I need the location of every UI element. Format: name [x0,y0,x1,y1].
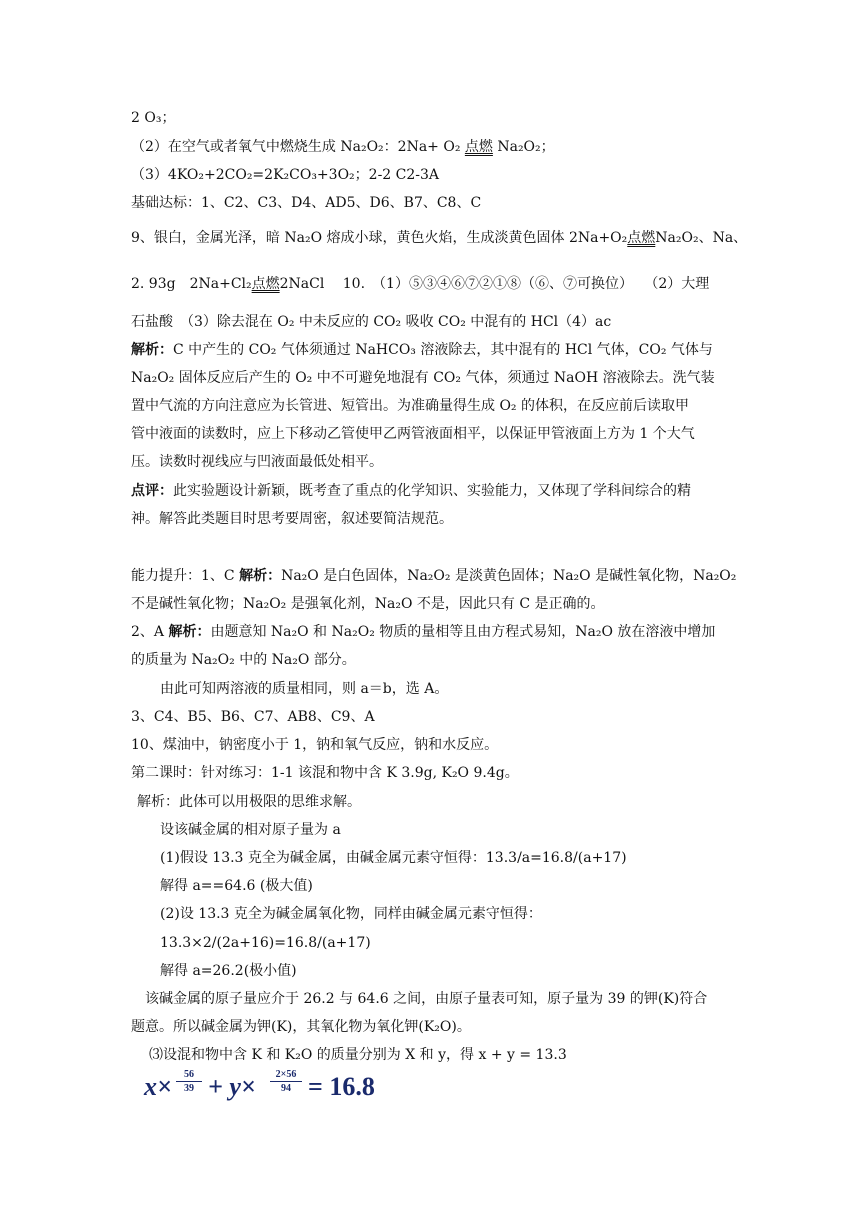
ability-line: 的质量为 Na₂O₂ 中的 Na₂O 部分。 [131,652,356,668]
lesson-line: (2)设 13.3 克全为碱金属氧化物，同样由碱金属元素守恒得： [160,906,542,922]
ability-line: 10、煤油中，钠密度小于 1，钠和氧气反应，钠和水反应。 [131,737,499,753]
answer-line: 9、银白，金属光泽，暗 Na₂O 熔成小球，黄色火焰，生成淡黄色固体 2Na+O₂点燃Na₂O₂、Na、 [131,230,748,246]
lesson-line: ⑶设混和物中含 K 和 K₂O 的质量分别为 X 和 y，得 x + y = 13.3 [149,1047,567,1063]
ignite-label: 点燃 [627,230,656,246]
ability-line: 不是碱性氧化物；Na₂O₂ 是强氧化剂，Na₂O 不是，因此只有 C 是正确的。 [131,596,605,612]
equation-formula [144,1068,384,1104]
lesson-line: 解得 a==64.6 (极大值) [160,878,313,894]
analysis-line: 压。读数时视线应与凹液面最低处相平。 [131,454,383,470]
formula-term-x: x× [144,1072,172,1101]
analysis-line: 管中液面的读数时，应上下移动乙管使甲乙两管液面相平，以保证甲管液面上方为 1 个大气 [131,426,695,442]
analysis-line: 置中气流的方向注意应为长管进、短管出。为准确量得生成 O₂ 的体积，在反应前后读取甲 [131,398,689,414]
lesson-line: 设该碱金属的相对原子量为 a [160,822,341,838]
analysis-line: Na₂O₂ 固体反应后产生的 O₂ 中不可避免地混有 CO₂ 气体，须通过 NaOH 溶液除去。洗气装 [131,370,715,386]
ability-line: 3、C4、B5、B6、C7、AB8、C9、A [131,709,375,725]
analysis-label: 解析： [239,568,282,584]
ignite-label: 点燃 [464,139,493,155]
comment-paragraph: 点评：此实验题设计新颖，既考查了重点的化学知识、实验能力，又体现了学科间综合的精 [131,483,691,499]
lesson-line: (1)假设 13.3 克全为碱金属，由碱金属元素守恒得：13.3/a=16.8/(a+17) [160,850,627,866]
fraction-2: $\frac{2\times 56}{94}$ [270,1068,302,1095]
comment-label: 点评： [131,483,173,499]
answer-line: 石盐酸 （3）除去混在 O₂ 中未反应的 CO₂ 吸收 CO₂ 中混有的 HCl（4）ac [131,314,612,330]
answer-line: 2 O₃； [131,110,176,126]
analysis-paragraph: 解析：C 中产生的 CO₂ 气体须通过 NaHCO₃ 溶液除去，其中混有的 HCl 气体，CO₂ 气体与 [131,342,713,358]
lesson-line: 第二课时：针对练习：1-1 该混和物中含 K 3.9g, K₂O 9.4g。 [131,765,519,781]
comment-line: 神。解答此类题目时思考要周密，叙述要简洁规范。 [131,511,453,527]
lesson-line: 13.3×2/(2a+16)=16.8/(a+17) [160,935,371,951]
answer-line: 2. 93g 2Na+Cl₂点燃2NaCl 10. （1）⑤③④⑥⑦②①⑧（⑥、⑦可换位） （2）大理 [131,276,710,292]
formula-result: = 16.8 [308,1072,375,1101]
formula-term-y: + y× [208,1072,256,1101]
analysis-label: 解析： [168,624,211,640]
answer-line: 基础达标：1、C2、C3、D4、AD5、D6、B7、C8、C [131,195,482,211]
answer-line: （3）4KO₂+2CO₂=2K₂CO₃+3O₂；2-2 C2-3A [131,167,440,183]
ability-line: 能力提升：1、C 解析：Na₂O 是白色固体，Na₂O₂ 是淡黄色固体；Na₂O 是碱性氧化物，Na₂O₂ [131,568,737,584]
lesson-line: 题意。所以碱金属为钾(K)，其氧化物为氧化钾(K₂O)。 [131,1019,471,1035]
lesson-line: 解得 a=26.2(极小值) [160,963,297,979]
answer-line: （2）在空气或者氧气中燃烧生成 Na₂O₂：2Na+ O₂ 点燃 Na₂O₂； [131,139,555,155]
fraction-1: $\frac{56}{39}$ [176,1068,202,1095]
lesson-line: 解析：此体可以用极限的思维求解。 [137,794,361,810]
lesson-line: 该碱金属的原子量应介于 26.2 与 64.6 之间，由原子量表可知，原子量为 39 的钾(K)符合 [145,991,708,1007]
ability-line: 2、A 解析：由题意知 Na₂O 和 Na₂O₂ 物质的量相等且由方程式易知，Na₂O 放在溶液中增加 [131,624,716,640]
analysis-label: 解析： [131,342,173,358]
ignite-label: 点燃 [251,276,280,292]
ability-line: 由此可知两溶液的质量相同，则 a＝b，选 A。 [160,681,449,697]
